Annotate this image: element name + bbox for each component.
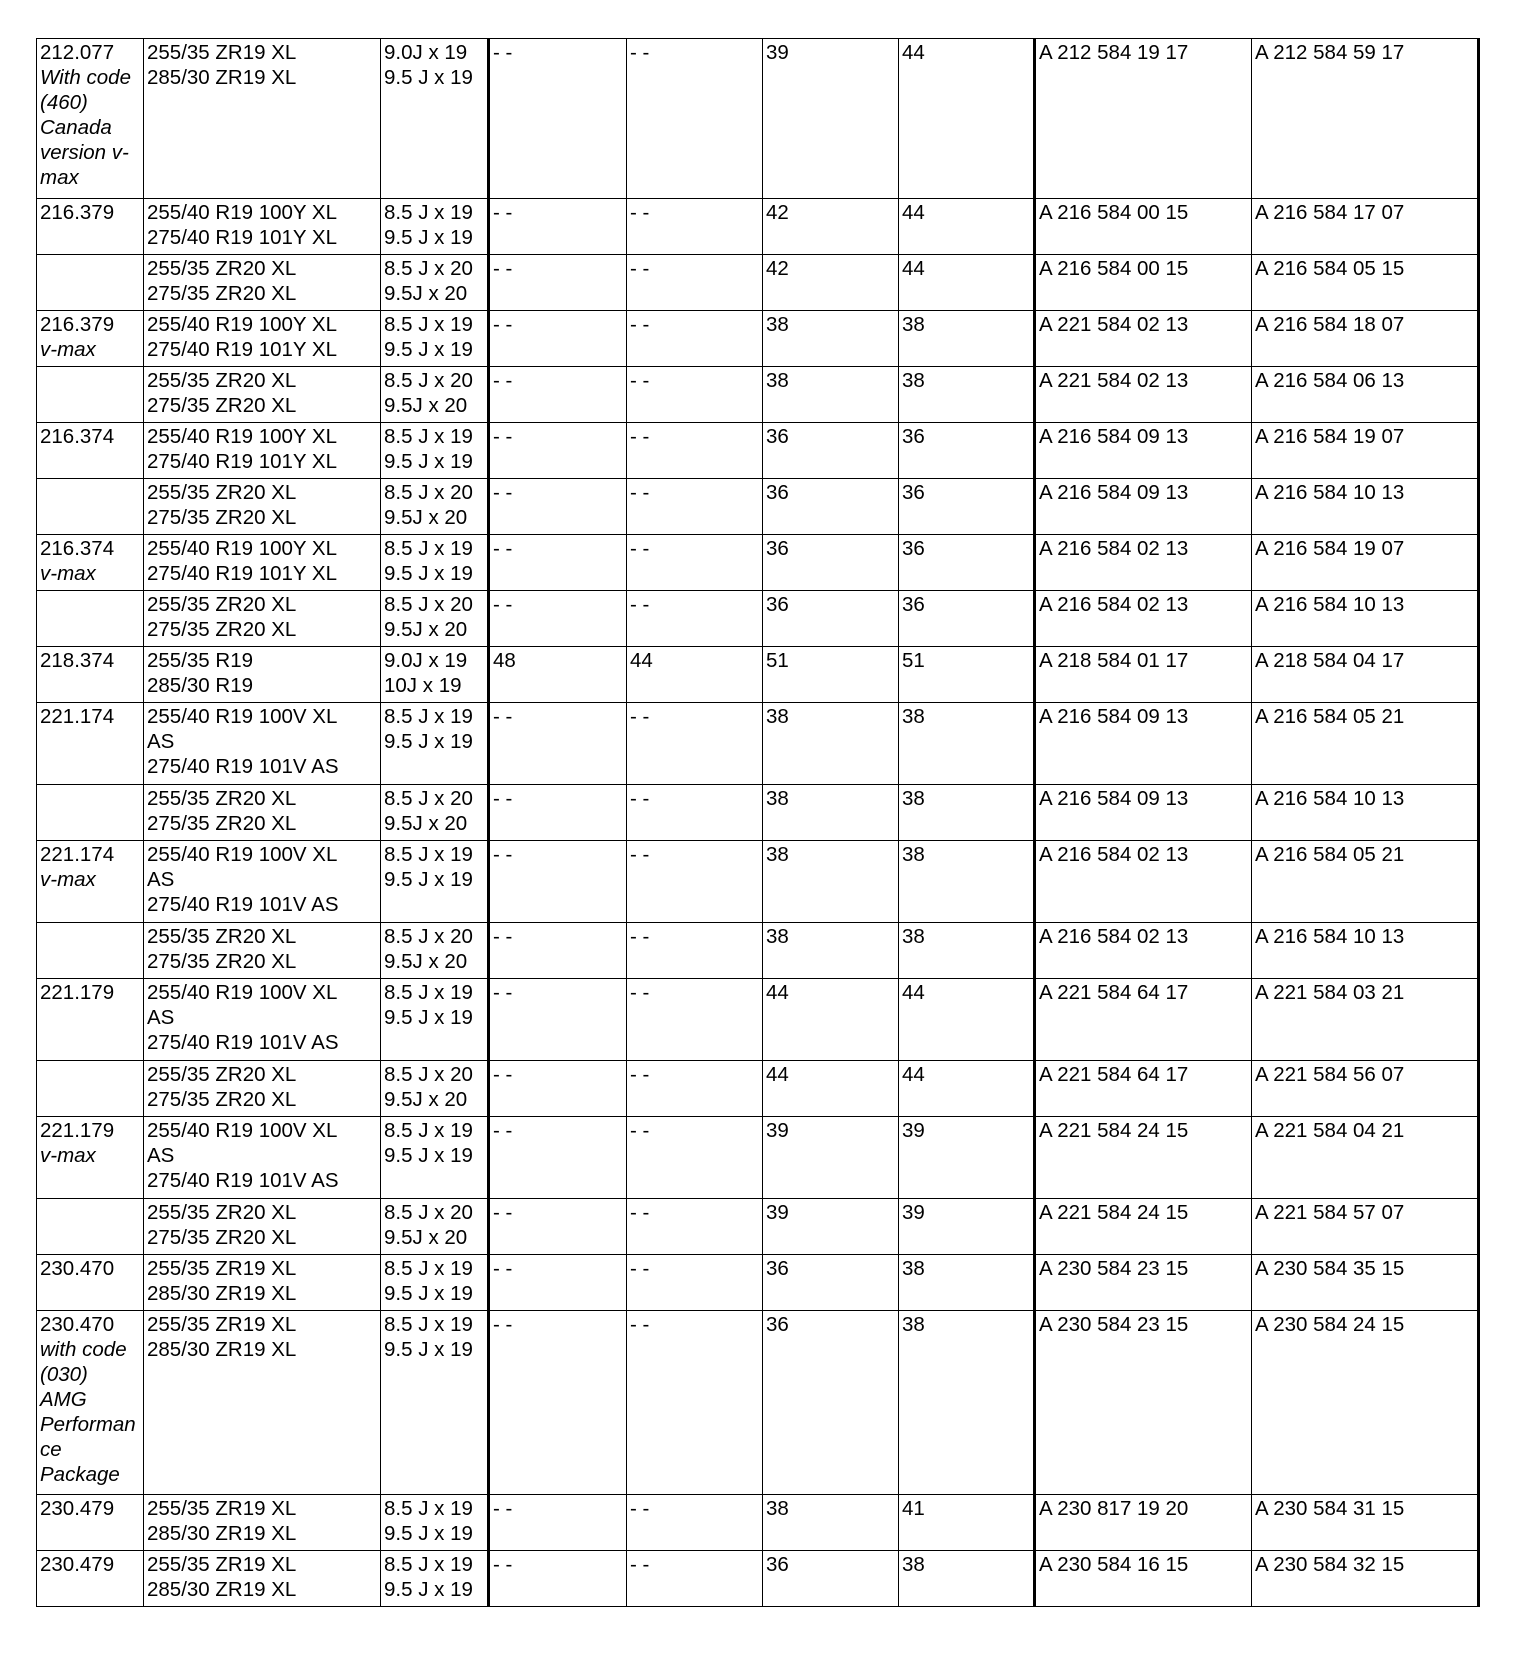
part-number-rear-cell: A 221 584 57 07 (1252, 1199, 1479, 1255)
part-number-rear-cell: A 221 584 56 07 (1252, 1061, 1479, 1117)
part-number-rear-cell: A 216 584 17 07 (1252, 199, 1479, 255)
rim-size-cell: 8.5 J x 19 9.5 J x 19 (381, 311, 489, 367)
model-cell (37, 1199, 144, 1255)
rim-size-cell: 8.5 J x 20 9.5J x 20 (381, 923, 489, 979)
model-cell (37, 1311, 144, 1495)
pressure-cell-3: 38 (763, 1495, 899, 1551)
rim-size-cell: 8.5 J x 19 9.5 J x 19 (381, 703, 489, 785)
table-row (37, 647, 1479, 703)
pressure-cell-2: - - (627, 1117, 763, 1199)
pressure-cell-4: 39 (899, 1199, 1035, 1255)
pressure-cell-2: - - (627, 841, 763, 923)
model-cell (37, 647, 144, 703)
pressure-cell-4: 38 (899, 311, 1035, 367)
model-cell (37, 1117, 144, 1199)
pressure-cell-3: 39 (763, 1199, 899, 1255)
rim-size-cell: 8.5 J x 19 9.5 J x 19 (381, 199, 489, 255)
model-code: 230.470 (40, 1313, 115, 1336)
model-note: v-max (40, 338, 96, 361)
rim-size-cell: 8.5 J x 19 9.5 J x 19 (381, 423, 489, 479)
part-number-front-cell: A 216 584 02 13 (1035, 535, 1252, 591)
pressure-cell-4: 44 (899, 199, 1035, 255)
part-number-front-cell: A 221 584 02 13 (1035, 311, 1252, 367)
model-note: v-max (40, 1144, 96, 1167)
pressure-cell-4: 41 (899, 1495, 1035, 1551)
pressure-cell-4: 44 (899, 979, 1035, 1061)
pressure-cell-1: - - (489, 1061, 627, 1117)
pressure-cell-4: 38 (899, 367, 1035, 423)
pressure-cell-3: 38 (763, 367, 899, 423)
pressure-cell-4: 38 (899, 841, 1035, 923)
pressure-cell-2: - - (627, 423, 763, 479)
table-row (37, 255, 1479, 311)
table-row (37, 923, 1479, 979)
part-number-rear-cell: A 216 584 05 21 (1252, 703, 1479, 785)
model-code: 221.179 (40, 981, 115, 1004)
tire-size-cell: 255/40 R19 100Y XL 275/40 R19 101Y XL (144, 535, 381, 591)
rim-size-cell: 8.5 J x 20 9.5J x 20 (381, 479, 489, 535)
pressure-cell-3: 44 (763, 979, 899, 1061)
pressure-cell-4: 38 (899, 785, 1035, 841)
pressure-cell-3: 38 (763, 923, 899, 979)
part-number-front-cell: A 216 584 09 13 (1035, 785, 1252, 841)
table-row (37, 423, 1479, 479)
pressure-cell-2: - - (627, 199, 763, 255)
model-note: version v- (40, 141, 129, 164)
pressure-cell-3: 36 (763, 479, 899, 535)
tire-size-cell: 255/40 R19 100V XL AS 275/40 R19 101V AS (144, 1117, 381, 1199)
table-row (37, 1199, 1479, 1255)
pressure-cell-2: - - (627, 591, 763, 647)
pressure-cell-2: - - (627, 1311, 763, 1495)
tire-size-cell: 255/35 ZR20 XL 275/35 ZR20 XL (144, 367, 381, 423)
part-number-front-cell: A 216 584 02 13 (1035, 923, 1252, 979)
part-number-front-cell: A 221 584 24 15 (1035, 1117, 1252, 1199)
table-row (37, 1255, 1479, 1311)
part-number-rear-cell: A 216 584 19 07 (1252, 535, 1479, 591)
pressure-cell-4: 39 (899, 1117, 1035, 1199)
rim-size-cell: 9.0J x 19 10J x 19 (381, 647, 489, 703)
table-row (37, 1061, 1479, 1117)
model-note: v-max (40, 868, 96, 891)
pressure-cell-4: 36 (899, 591, 1035, 647)
pressure-cell-3: 42 (763, 255, 899, 311)
rim-size-cell: 8.5 J x 20 9.5J x 20 (381, 785, 489, 841)
table-row (37, 199, 1479, 255)
table-row (37, 703, 1479, 785)
model-cell (37, 1255, 144, 1311)
table-row (37, 535, 1479, 591)
pressure-cell-1: - - (489, 423, 627, 479)
rim-size-cell: 8.5 J x 20 9.5J x 20 (381, 1061, 489, 1117)
tire-size-cell: 255/40 R19 100Y XL 275/40 R19 101Y XL (144, 199, 381, 255)
part-number-rear-cell: A 216 584 06 13 (1252, 367, 1479, 423)
part-number-front-cell: A 221 584 02 13 (1035, 367, 1252, 423)
part-number-front-cell: A 218 584 01 17 (1035, 647, 1252, 703)
rim-size-cell: 8.5 J x 19 9.5 J x 19 (381, 1551, 489, 1607)
rim-size-cell: 8.5 J x 20 9.5J x 20 (381, 1199, 489, 1255)
pressure-cell-4: 44 (899, 39, 1035, 199)
model-code: 221.174 (40, 843, 115, 866)
model-note: Package (40, 1463, 120, 1486)
tire-size-cell: 255/35 ZR20 XL 275/35 ZR20 XL (144, 1199, 381, 1255)
model-code: 216.379 (40, 313, 115, 336)
part-number-rear-cell: A 216 584 05 15 (1252, 255, 1479, 311)
table-row (37, 591, 1479, 647)
model-cell (37, 199, 144, 255)
table-row (37, 1495, 1479, 1551)
pressure-cell-3: 36 (763, 1551, 899, 1607)
model-code: 212.077 (40, 41, 115, 64)
tire-size-cell: 255/35 R19 285/30 R19 (144, 647, 381, 703)
pressure-cell-2: - - (627, 311, 763, 367)
part-number-rear-cell: A 216 584 10 13 (1252, 923, 1479, 979)
pressure-cell-3: 38 (763, 311, 899, 367)
tire-size-cell: 255/35 ZR20 XL 275/35 ZR20 XL (144, 785, 381, 841)
tire-size-cell: 255/40 R19 100V XL AS 275/40 R19 101V AS (144, 703, 381, 785)
tire-size-cell: 255/35 ZR20 XL 275/35 ZR20 XL (144, 479, 381, 535)
model-note: with code (40, 1338, 127, 1361)
pressure-cell-3: 39 (763, 39, 899, 199)
tire-size-cell: 255/35 ZR19 XL 285/30 ZR19 XL (144, 1495, 381, 1551)
pressure-cell-4: 51 (899, 647, 1035, 703)
tire-size-cell: 255/40 R19 100V XL AS 275/40 R19 101V AS (144, 841, 381, 923)
pressure-cell-3: 36 (763, 591, 899, 647)
pressure-cell-1: - - (489, 1495, 627, 1551)
part-number-rear-cell: A 216 584 19 07 (1252, 423, 1479, 479)
pressure-cell-1: - - (489, 923, 627, 979)
part-number-rear-cell: A 216 584 05 21 (1252, 841, 1479, 923)
pressure-cell-3: 36 (763, 1255, 899, 1311)
part-number-rear-cell: A 218 584 04 17 (1252, 647, 1479, 703)
pressure-cell-1: - - (489, 703, 627, 785)
model-cell (37, 311, 144, 367)
model-note: (030) (40, 1363, 88, 1386)
pressure-cell-3: 38 (763, 785, 899, 841)
table-row (37, 841, 1479, 923)
rim-size-cell: 8.5 J x 19 9.5 J x 19 (381, 535, 489, 591)
tire-size-cell: 255/40 R19 100Y XL 275/40 R19 101Y XL (144, 311, 381, 367)
model-note: max (40, 166, 79, 189)
part-number-rear-cell: A 216 584 18 07 (1252, 311, 1479, 367)
model-note: Canada (40, 116, 112, 139)
rim-size-cell: 8.5 J x 19 9.5 J x 19 (381, 1255, 489, 1311)
table-row (37, 1551, 1479, 1607)
part-number-front-cell: A 216 584 00 15 (1035, 255, 1252, 311)
pressure-cell-1: - - (489, 1117, 627, 1199)
pressure-cell-2: - - (627, 367, 763, 423)
part-number-rear-cell: A 230 584 32 15 (1252, 1551, 1479, 1607)
rim-size-cell: 8.5 J x 20 9.5J x 20 (381, 591, 489, 647)
pressure-cell-4: 36 (899, 479, 1035, 535)
model-code: 221.179 (40, 1119, 115, 1142)
tire-size-cell: 255/40 R19 100V XL AS 275/40 R19 101V AS (144, 979, 381, 1061)
pressure-cell-4: 44 (899, 1061, 1035, 1117)
part-number-rear-cell: A 230 584 35 15 (1252, 1255, 1479, 1311)
rim-size-cell: 8.5 J x 19 9.5 J x 19 (381, 979, 489, 1061)
pressure-cell-2: 44 (627, 647, 763, 703)
pressure-cell-3: 42 (763, 199, 899, 255)
model-code: 221.174 (40, 705, 115, 728)
part-number-front-cell: A 221 584 64 17 (1035, 979, 1252, 1061)
part-number-front-cell: A 230 817 19 20 (1035, 1495, 1252, 1551)
pressure-cell-2: - - (627, 703, 763, 785)
tire-size-cell: 255/35 ZR20 XL 275/35 ZR20 XL (144, 1061, 381, 1117)
model-cell (37, 591, 144, 647)
rim-size-cell: 8.5 J x 20 9.5J x 20 (381, 255, 489, 311)
pressure-cell-1: - - (489, 979, 627, 1061)
pressure-cell-1: - - (489, 785, 627, 841)
rim-size-cell: 8.5 J x 20 9.5J x 20 (381, 367, 489, 423)
pressure-cell-3: 38 (763, 703, 899, 785)
model-cell (37, 423, 144, 479)
tire-spec-table (36, 38, 1480, 1607)
pressure-cell-2: - - (627, 479, 763, 535)
part-number-front-cell: A 216 584 02 13 (1035, 591, 1252, 647)
tire-size-cell: 255/40 R19 100Y XL 275/40 R19 101Y XL (144, 423, 381, 479)
pressure-cell-1: - - (489, 255, 627, 311)
model-cell (37, 39, 144, 199)
table-row (37, 979, 1479, 1061)
part-number-rear-cell: A 230 584 24 15 (1252, 1311, 1479, 1495)
pressure-cell-4: 44 (899, 255, 1035, 311)
tire-size-cell: 255/35 ZR19 XL 285/30 ZR19 XL (144, 1311, 381, 1495)
table-row (37, 311, 1479, 367)
part-number-rear-cell: A 212 584 59 17 (1252, 39, 1479, 199)
pressure-cell-4: 36 (899, 423, 1035, 479)
part-number-front-cell: A 216 584 00 15 (1035, 199, 1252, 255)
part-number-front-cell: A 221 584 64 17 (1035, 1061, 1252, 1117)
rim-size-cell: 8.5 J x 19 9.5 J x 19 (381, 1495, 489, 1551)
pressure-cell-2: - - (627, 1061, 763, 1117)
pressure-cell-2: - - (627, 255, 763, 311)
pressure-cell-4: 38 (899, 703, 1035, 785)
pressure-cell-1: - - (489, 199, 627, 255)
model-code: 216.379 (40, 201, 115, 224)
pressure-cell-1: - - (489, 535, 627, 591)
pressure-cell-4: 38 (899, 1311, 1035, 1495)
pressure-cell-4: 38 (899, 1551, 1035, 1607)
pressure-cell-3: 51 (763, 647, 899, 703)
tire-size-cell: 255/35 ZR20 XL 275/35 ZR20 XL (144, 255, 381, 311)
model-code: 230.479 (40, 1497, 115, 1520)
rim-size-cell: 8.5 J x 19 9.5 J x 19 (381, 1117, 489, 1199)
model-note: (460) (40, 91, 88, 114)
table-row (37, 367, 1479, 423)
part-number-front-cell: A 230 584 16 15 (1035, 1551, 1252, 1607)
tire-size-cell: 255/35 ZR19 XL 285/30 ZR19 XL (144, 39, 381, 199)
pressure-cell-2: - - (627, 1495, 763, 1551)
model-cell (37, 255, 144, 311)
tire-size-cell: 255/35 ZR19 XL 285/30 ZR19 XL (144, 1255, 381, 1311)
pressure-cell-1: 48 (489, 647, 627, 703)
pressure-cell-1: - - (489, 1311, 627, 1495)
model-note: v-max (40, 562, 96, 585)
part-number-rear-cell: A 221 584 04 21 (1252, 1117, 1479, 1199)
rim-size-cell: 9.0J x 19 9.5 J x 19 (381, 39, 489, 199)
part-number-front-cell: A 216 584 09 13 (1035, 423, 1252, 479)
pressure-cell-4: 38 (899, 1255, 1035, 1311)
rim-size-cell: 8.5 J x 19 9.5 J x 19 (381, 1311, 489, 1495)
part-number-front-cell: A 230 584 23 15 (1035, 1311, 1252, 1495)
pressure-cell-1: - - (489, 1551, 627, 1607)
pressure-cell-1: - - (489, 1255, 627, 1311)
table-row (37, 479, 1479, 535)
part-number-front-cell: A 216 584 02 13 (1035, 841, 1252, 923)
pressure-cell-2: - - (627, 1551, 763, 1607)
pressure-cell-1: - - (489, 1199, 627, 1255)
pressure-cell-2: - - (627, 1255, 763, 1311)
model-code: 230.470 (40, 1257, 115, 1280)
model-note: Performan (40, 1413, 136, 1436)
part-number-front-cell: A 216 584 09 13 (1035, 479, 1252, 535)
tire-size-cell: 255/35 ZR20 XL 275/35 ZR20 XL (144, 591, 381, 647)
pressure-cell-2: - - (627, 923, 763, 979)
pressure-cell-1: - - (489, 479, 627, 535)
pressure-cell-2: - - (627, 979, 763, 1061)
pressure-cell-1: - - (489, 591, 627, 647)
model-cell (37, 535, 144, 591)
pressure-cell-1: - - (489, 841, 627, 923)
table-row (37, 39, 1479, 199)
pressure-cell-3: 44 (763, 1061, 899, 1117)
model-cell (37, 1495, 144, 1551)
part-number-front-cell: A 216 584 09 13 (1035, 703, 1252, 785)
part-number-rear-cell: A 216 584 10 13 (1252, 591, 1479, 647)
model-code: 218.374 (40, 649, 115, 672)
model-cell (37, 479, 144, 535)
table-row (37, 1311, 1479, 1495)
table-body (37, 39, 1479, 1607)
model-note: ce (40, 1438, 62, 1461)
pressure-cell-1: - - (489, 311, 627, 367)
model-code: 230.479 (40, 1553, 115, 1576)
pressure-cell-2: - - (627, 785, 763, 841)
pressure-cell-1: - - (489, 39, 627, 199)
model-cell (37, 979, 144, 1061)
model-note: AMG (40, 1388, 87, 1411)
model-cell (37, 841, 144, 923)
part-number-rear-cell: A 221 584 03 21 (1252, 979, 1479, 1061)
model-code: 216.374 (40, 537, 115, 560)
part-number-front-cell: A 221 584 24 15 (1035, 1199, 1252, 1255)
table-row (37, 1117, 1479, 1199)
model-code: 216.374 (40, 425, 115, 448)
model-cell (37, 1551, 144, 1607)
pressure-cell-2: - - (627, 1199, 763, 1255)
part-number-rear-cell: A 216 584 10 13 (1252, 479, 1479, 535)
rim-size-cell: 8.5 J x 19 9.5 J x 19 (381, 841, 489, 923)
model-cell (37, 785, 144, 841)
pressure-cell-2: - - (627, 535, 763, 591)
pressure-cell-3: 36 (763, 423, 899, 479)
pressure-cell-1: - - (489, 367, 627, 423)
tire-size-cell: 255/35 ZR20 XL 275/35 ZR20 XL (144, 923, 381, 979)
pressure-cell-2: - - (627, 39, 763, 199)
part-number-front-cell: A 230 584 23 15 (1035, 1255, 1252, 1311)
pressure-cell-3: 38 (763, 841, 899, 923)
model-cell (37, 923, 144, 979)
model-note: With code (40, 66, 131, 89)
pressure-cell-4: 38 (899, 923, 1035, 979)
model-cell (37, 367, 144, 423)
part-number-front-cell: A 212 584 19 17 (1035, 39, 1252, 199)
pressure-cell-3: 36 (763, 535, 899, 591)
model-cell (37, 703, 144, 785)
model-cell (37, 1061, 144, 1117)
part-number-rear-cell: A 230 584 31 15 (1252, 1495, 1479, 1551)
table-row (37, 785, 1479, 841)
tire-size-cell: 255/35 ZR19 XL 285/30 ZR19 XL (144, 1551, 381, 1607)
pressure-cell-4: 36 (899, 535, 1035, 591)
part-number-rear-cell: A 216 584 10 13 (1252, 785, 1479, 841)
pressure-cell-3: 36 (763, 1311, 899, 1495)
pressure-cell-3: 39 (763, 1117, 899, 1199)
